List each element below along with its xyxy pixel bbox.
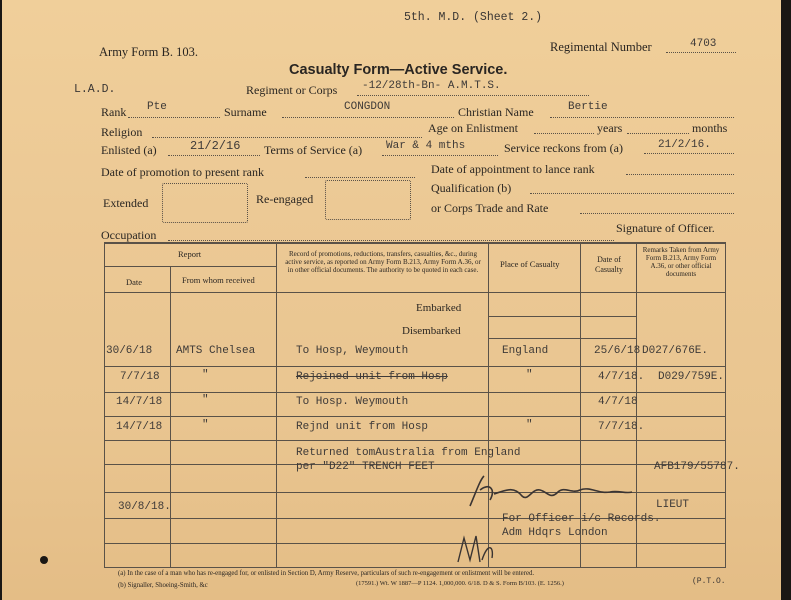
christian-name-value: Bertie — [568, 101, 608, 113]
footer-note-a: (a) In the case of a man who has re-engaged for, or enlisted in Section D, Army Reserve, particulars of such re-engagement or enlistment will be entered. — [118, 570, 535, 577]
row3-record: To Hosp. Weymouth — [296, 396, 409, 408]
row3-date: 14/7/18 — [116, 396, 163, 408]
final-entry-date: 30/8/18. — [118, 501, 171, 513]
terms-value: War & 4 mths — [386, 140, 466, 152]
surname-label: Surname — [224, 105, 267, 119]
row1-place: England — [502, 345, 549, 357]
row1-record: To Hosp, Weymouth — [296, 345, 409, 357]
age-label: Age on Enlistment — [428, 121, 518, 135]
disembarked-label: Disembarked — [402, 325, 461, 337]
extended-box — [162, 183, 248, 223]
row4-from: " — [202, 419, 209, 431]
table-top-rule — [104, 242, 726, 244]
row4-date: 14/7/18 — [116, 421, 163, 433]
return-line2: per "D22" TRENCH FEET — [296, 461, 435, 473]
promotion-label: Date of promotion to present rank — [101, 165, 264, 179]
row1-casualty-date: 25/6/18 — [594, 345, 641, 357]
rank-value: Pte — [147, 101, 167, 113]
years-label: years — [597, 121, 623, 135]
row1-remarks: D027/676E. — [642, 345, 709, 357]
enlisted-label: Enlisted (a) — [101, 143, 157, 157]
occupation-label: Occupation — [101, 228, 157, 242]
army-form-number: Army Form B. 103. — [99, 45, 198, 59]
row3-from: " — [202, 394, 209, 406]
lance-rank-label: Date of appointment to lance rank — [431, 162, 595, 176]
from-whom-header: From whom received — [182, 275, 255, 285]
date-header: Date — [126, 277, 143, 287]
surname-value: CONGDON — [344, 101, 391, 113]
form-title: Casualty Form—Active Service. — [289, 62, 508, 78]
printer-line: (17591.) Wt. W 1887—P 1124. 1,000,000. 6/18. D & S. Form B/103. (E. 1256.) — [356, 580, 564, 587]
date-casualty-header: Date of Casualty — [595, 255, 623, 274]
sheet-note: 5th. M.D. (Sheet 2.) — [404, 11, 543, 24]
row2-from: " — [202, 369, 209, 381]
reengaged-box — [325, 180, 411, 220]
row2-date: 7/7/18 — [120, 371, 160, 383]
reckons-value: 21/2/16. — [658, 139, 711, 151]
row2-remarks: D029/759E. — [658, 371, 725, 383]
embarked-label: Embarked — [416, 302, 462, 314]
footer-note-b: (b) Signaller, Shoeing-Smith, &c — [118, 582, 208, 589]
qualification-label: Qualification (b) — [431, 181, 512, 195]
for-officer-records: For Officer i/c Records. — [502, 513, 661, 525]
row3-casualty-date: 4/7/18 — [598, 396, 638, 408]
regiment-label: Regiment or Corps — [246, 83, 338, 97]
row2-casualty-date: 4/7/18. — [598, 371, 645, 383]
signature-label: Signature of Officer. — [616, 221, 715, 235]
punch-hole — [40, 556, 48, 564]
place-header: Place of Casualty — [500, 259, 560, 269]
row2-record: Rejoined unit from Hosp — [296, 371, 448, 383]
christian-name-label: Christian Name — [458, 105, 534, 119]
initials-mark — [454, 532, 498, 566]
adm-hdqrs-london: Adm Hdqrs London — [502, 527, 608, 539]
row4-casualty-date: 7/7/18. — [598, 421, 645, 433]
officer-title: LIEUT — [656, 499, 690, 511]
terms-label: Terms of Service (a) — [264, 143, 363, 157]
rank-label: Rank — [101, 105, 127, 119]
remarks-header: Remarks Taken from Army Form B.213, Army Form A.36, or other official documents — [642, 246, 720, 279]
regiment-value: -12/28th-Bn- A.M.T.S. — [362, 80, 501, 92]
row4-record: Rejnd unit from Hosp — [296, 421, 429, 433]
row1-from: AMTS Chelsea — [176, 345, 256, 357]
religion-label: Religion — [101, 125, 143, 139]
row4-place: " — [526, 419, 533, 431]
row1-date: 30/6/18 — [106, 345, 153, 357]
regimental-number-value: 4703 — [690, 38, 717, 50]
enlisted-value: 21/2/16 — [190, 139, 241, 153]
return-reference: AFB179/55787. — [654, 461, 740, 473]
pto-mark: (P.T.O. — [692, 577, 726, 586]
months-label: months — [692, 121, 728, 135]
report-header: Report — [178, 249, 202, 259]
reengaged-label: Re-engaged — [256, 192, 314, 206]
casualty-form-sheet — [2, 0, 781, 600]
lad-stamp: L.A.D. — [74, 83, 116, 96]
return-line1: Returned tomAustralia from England — [296, 447, 521, 459]
row2-place: " — [526, 369, 533, 381]
record-header: Record of promotions, reductions, transfers, casualties, &c., during active service, as reported on Army Form B.213, Army Form A.36, or in other official documents. The authority to be quoted in each case. — [285, 250, 481, 275]
extended-label: Extended — [103, 196, 149, 210]
reckons-label: Service reckons from (a) — [504, 141, 623, 155]
regimental-number-label: Regimental Number — [550, 40, 652, 54]
corps-trade-label: or Corps Trade and Rate — [431, 201, 549, 215]
officer-signature — [466, 472, 636, 512]
